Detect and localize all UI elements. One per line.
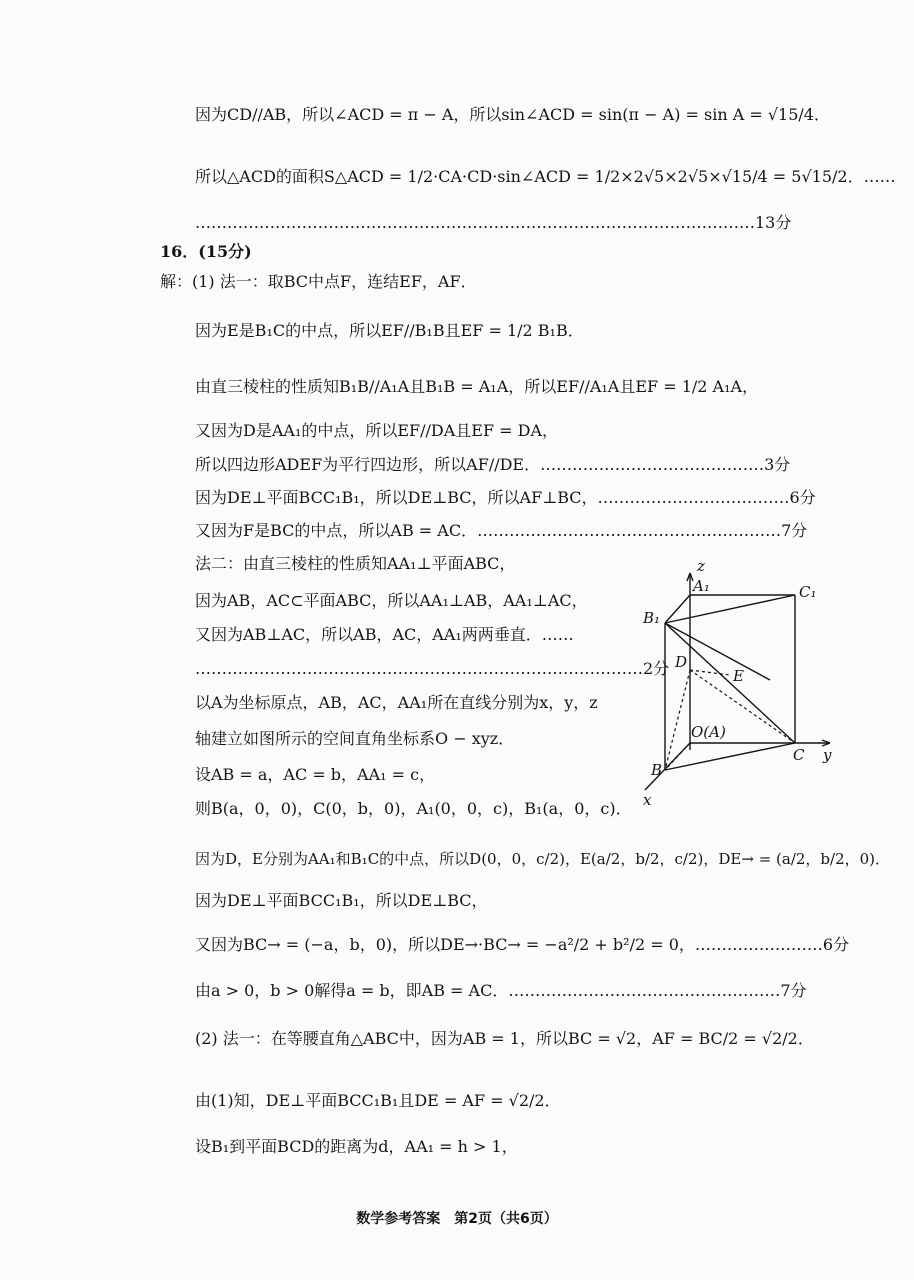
label-E: E [733, 667, 744, 685]
text-line-11: 又因为F是BC的中点，所以AB = AC．…………………………………………………7分 [195, 521, 808, 540]
label-C1: C₁ [799, 583, 817, 601]
text-line-13: 因为AB，AC⊂平面ABC，所以AA₁⊥AB，AA₁⊥AC， [195, 591, 588, 610]
text-line-7: 由直三棱柱的性质知B₁B//A₁A且B₁B = A₁A，所以EF//A₁A且EF = 1/2 A₁A， [195, 377, 759, 396]
label-z: z [697, 557, 705, 575]
label-C: C [793, 746, 805, 764]
prism-coordinate-figure [625, 555, 845, 815]
problem-16-heading: 16．(15分) [160, 242, 252, 261]
text-line-14: 又因为AB⊥AC，所以AB，AC，AA₁两两垂直．…… [195, 625, 574, 644]
label-y: y [823, 746, 832, 764]
label-D: D [675, 653, 688, 671]
dotted-score-line-13: ……………………………………………………………………………………………13分 [195, 213, 792, 232]
text-line-22: 又因为BC→ = (−a，b，0)，所以DE→·BC→ = −a²/2 + b²/2 = 0，……………………6分 [195, 935, 850, 954]
label-B1: B₁ [643, 609, 661, 627]
text-line-10: 因为DE⊥平面BCC₁B₁，所以DE⊥BC，所以AF⊥BC，………………………………6分 [195, 488, 816, 507]
text-line-18: 设AB = a，AC = b，AA₁ = c， [195, 765, 436, 784]
text-line-23: 由a > 0，b > 0解得a = b，即AB = AC．……………………………………………7分 [195, 981, 807, 1000]
text-line-24: (2) 法一：在等腰直角△ABC中，因为AB = 1，所以BC = √2，AF = BC/2 = √2/2． [195, 1029, 814, 1048]
text-line-26: 设B₁到平面BCD的距离为d，AA₁ = h > 1， [195, 1137, 518, 1156]
text-line-25: 由(1)知，DE⊥平面BCC₁B₁且DE = AF = √2/2． [195, 1091, 561, 1110]
label-x: x [643, 791, 652, 809]
text-line-2: 所以△ACD的面积S△ACD = 1/2·CA·CD·sin∠ACD = 1/2×2√5×2√5×√15/4 = 5√15/2．…… [195, 167, 896, 186]
label-O: O(A) [691, 723, 726, 741]
text-line-20: 因为D，E分别为AA₁和B₁C的中点，所以D(0，0，c/2)，E(a/2，b/2，c/2)，DE→ = (a/2，b/2，0)． [195, 850, 891, 868]
text-line-6: 因为E是B₁C的中点，所以EF//B₁B且EF = 1/2 B₁B． [195, 321, 584, 340]
text-line-8: 又因为D是AA₁的中点，所以EF//DA且EF = DA， [195, 421, 559, 440]
dotted-score-line-2: …………………………………………………………………………2分 [195, 659, 670, 678]
text-line-17: 轴建立如图所示的空间直角坐标系O − xyz． [195, 729, 515, 748]
text-line-21: 因为DE⊥平面BCC₁B₁，所以DE⊥BC， [195, 891, 488, 910]
label-B: B [651, 761, 663, 779]
text-line-9: 所以四边形ADEF为平行四边形，所以AF//DE．……………………………………3分 [195, 455, 791, 474]
text-line-5: 解：(1) 法一：取BC中点F，连结EF，AF． [160, 272, 477, 291]
text-line-19: 则B(a，0，0)，C(0，b，0)，A₁(0，0，c)，B₁(a，0，c)． [195, 799, 632, 818]
page-footer: 数学参考答案 第2页（共6页） [356, 1211, 558, 1227]
label-A1: A₁ [693, 577, 710, 595]
text-line-12: 法二：由直三棱柱的性质知AA₁⊥平面ABC， [195, 554, 516, 573]
text-line-1: 因为CD//AB，所以∠ACD = π − A，所以sin∠ACD = sin(π − A) = sin A = √15/4． [195, 105, 830, 124]
text-line-16: 以A为坐标原点，AB，AC，AA₁所在直线分别为x，y，z [195, 693, 598, 712]
